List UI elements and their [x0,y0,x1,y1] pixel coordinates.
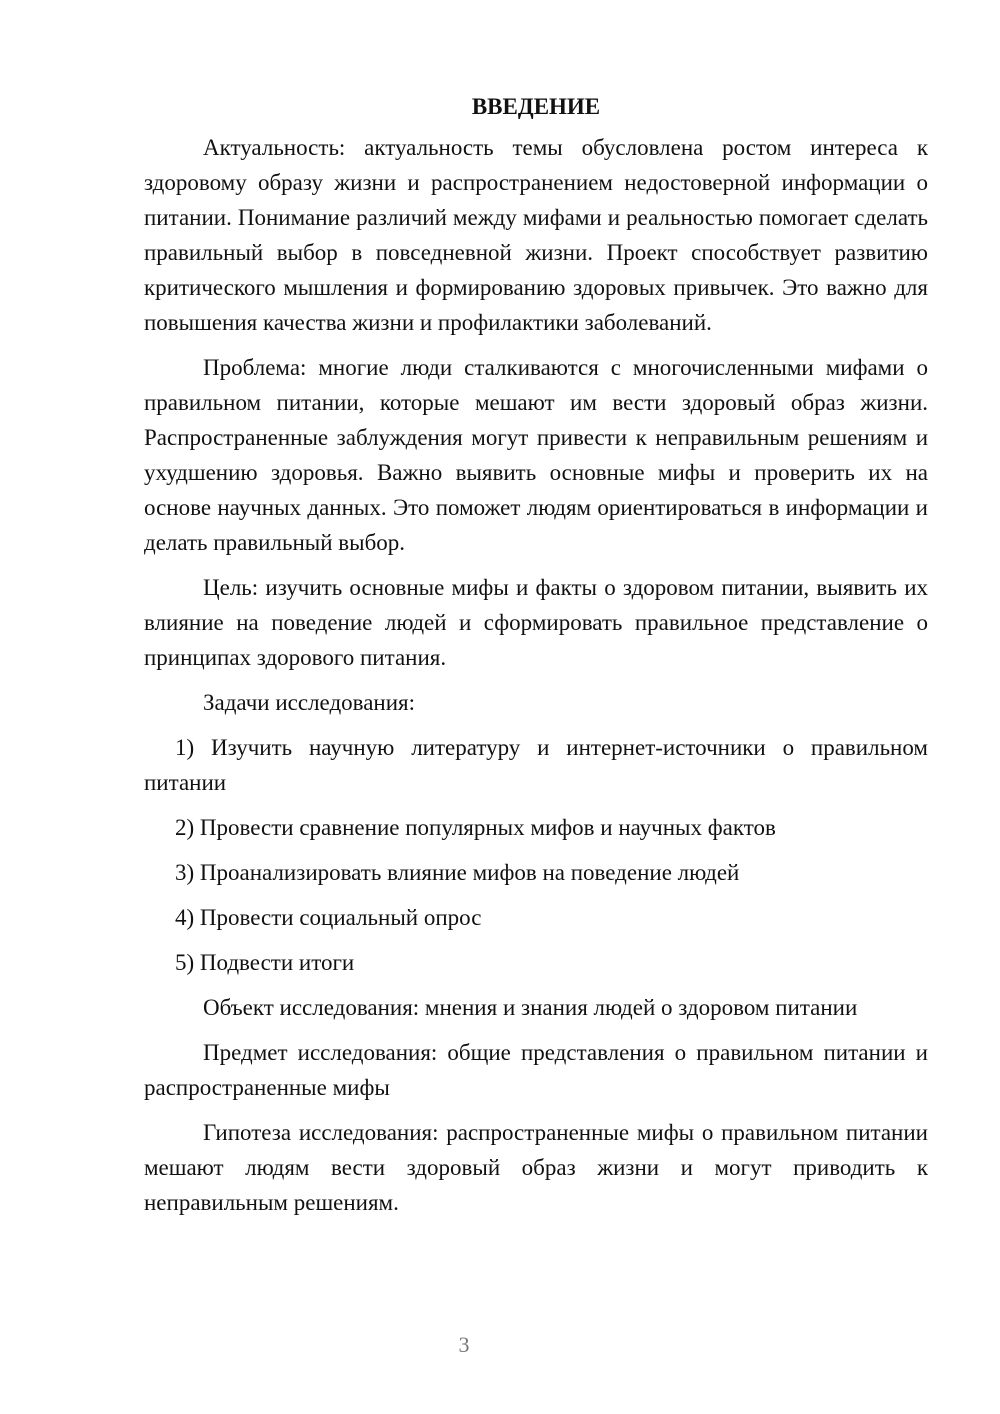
tasks-list [144,730,928,980]
relevance-paragraph: Актуальность: актуальность темы обусловлена ростом интереса к здоровому образу жизни и распространением недостоверной информации о питании. Понимание различий между мифами и реальностью помогает сделать правильный выбор в повседневной жизни. Проект способствует развитию критического мышления и формированию здоровых привычек. Это важно для повышения качества жизни и профилактики заболеваний. [144,135,928,335]
hypothesis-paragraph: Гипотеза исследования: распространенные мифы о правильном питании мешают людям вести здоровый образ жизни и могут приводить к неправильным решениям. [144,1120,928,1215]
subject-paragraph: Предмет исследования: общие представления о правильном питании и распространенные мифы [144,1040,928,1100]
problem-paragraph: Проблема: многие люди сталкиваются с многочисленными мифами о правильном питании, которые мешают им вести здоровый образ жизни. Распространенные заблуждения могут привести к неправильным решениям и ухудшению здоровья. Важно выявить основные мифы и проверить их на основе научных данных. Это поможет людям ориентироваться в информации и делать правильный выбор. [144,355,928,555]
goal-paragraph: Цель: изучить основные мифы и факты о здоровом питании, выявить их влияние на поведение людей и сформировать правильное представление о принципах здорового питания. [144,575,928,670]
page-body [144,92,928,1230]
list-item: 1) Изучить научную литературу и интернет-источники о правильном питании [144,735,928,795]
page-number: 3 [458,1332,470,1357]
list-item: 5) Подвести итоги [175,950,355,975]
list-item: 4) Провести социальный опрос [175,905,482,930]
tasks-heading: Задачи исследования: [203,690,416,715]
page-title: ВВЕДЕНИЕ [471,94,601,119]
list-item: 3) Проанализировать влияние мифов на поведение людей [175,860,740,885]
list-item: 2) Провести сравнение популярных мифов и научных фактов [175,815,776,840]
object-paragraph: Объект исследования: мнения и знания людей о здоровом питании [203,995,858,1020]
